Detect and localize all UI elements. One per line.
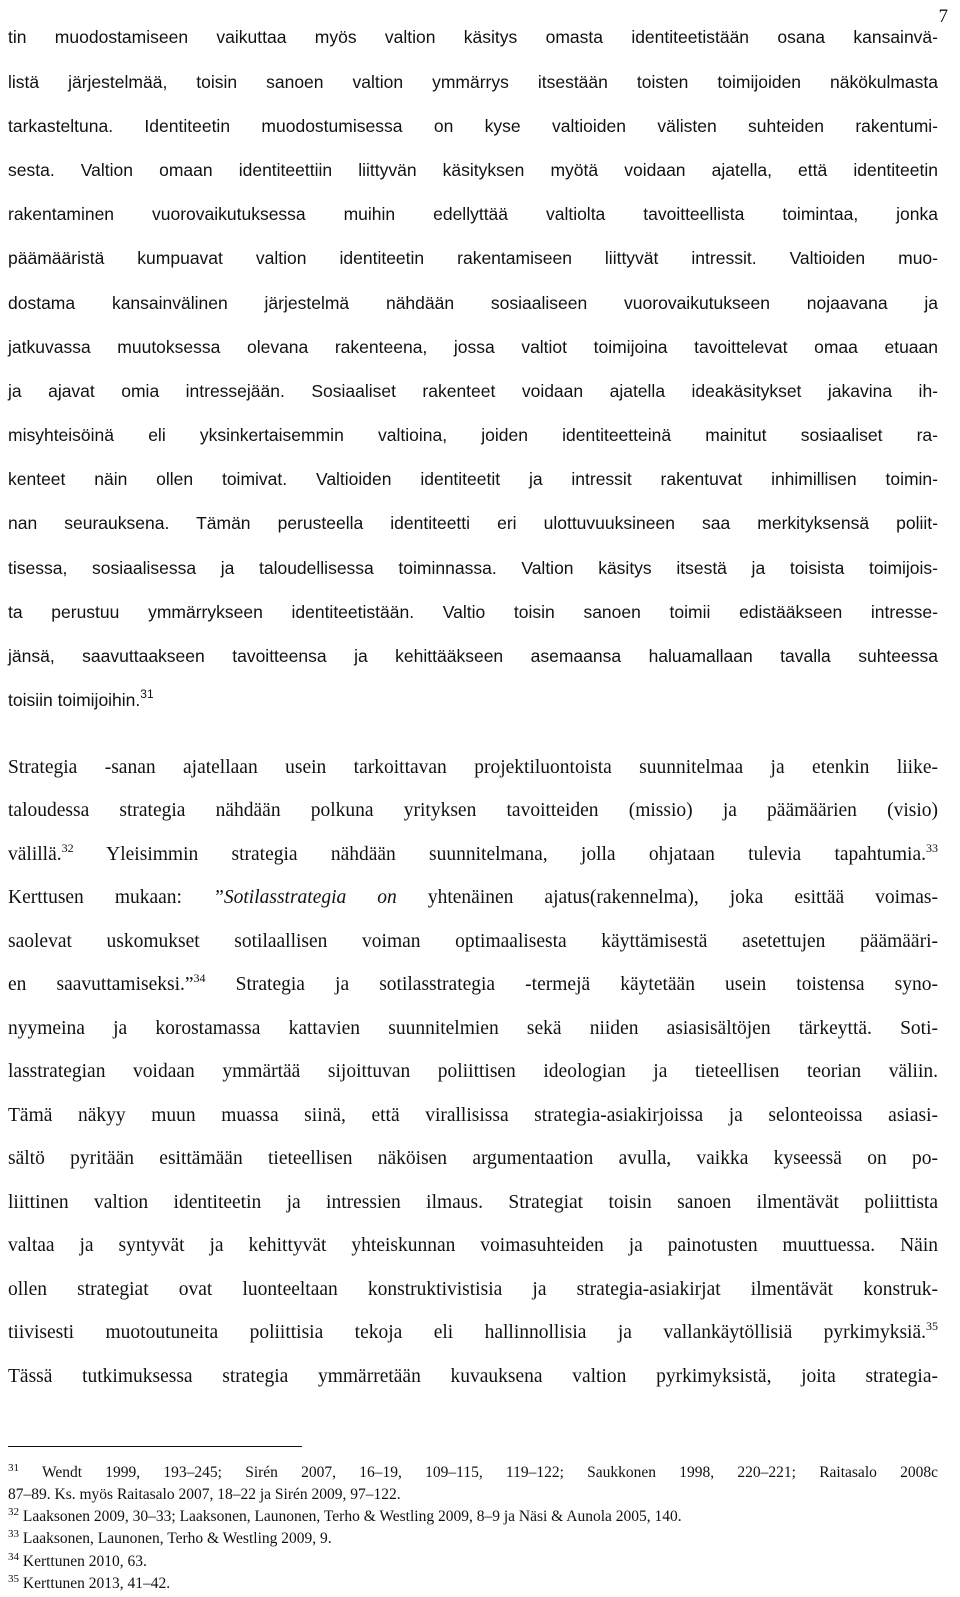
text-line: Tämä näkyy muun muassa siinä, että virallisissa strategia-asiakirjoissa ja selonteoissa asiasi- [8, 1105, 938, 1126]
text-line: jänsä, saavuttaakseen tavoitteensa ja kehittääkseen asemaansa haluamallaan tavalla suhteessa [8, 646, 938, 666]
text-line: dostama kansainvälinen järjestelmä nähdään sosiaaliseen vuorovaikutukseen nojaavana ja [8, 293, 938, 313]
footnote-number: 35 [8, 1573, 19, 1585]
text-line: päämääristä kumpuavat valtion identiteetin rakentamiseen liittyvät intressit. Valtioiden muo- [8, 248, 938, 268]
text-line: nyymeina ja korostamassa kattavien suunnitelmien sekä niiden asiasisältöjen tärkeyttä. Soti- [8, 1018, 938, 1039]
text-line: ollen strategiat ovat luonteeltaan konstruktivistisia ja strategia-asiakirjat ilmentävät konstruk- [8, 1279, 938, 1300]
text-line [8, 841, 938, 866]
footnote [8, 1575, 938, 1593]
text-line: tisessa, sosiaalisessa ja taloudellisessa toiminnassa. Valtion käsitys itsestä ja toisista toimijois- [8, 558, 938, 578]
text-line: tin muodostamiseen vaikuttaa myös valtion käsitys omasta identiteetistään osana kansainvä- [8, 27, 938, 47]
footnote-ref: 34 [193, 971, 206, 985]
footnote-ref: 35 [926, 1319, 938, 1333]
line-text: välillä. [8, 844, 62, 865]
text-line: rakentaminen vuorovaikutuksessa muihin edellyttää valtiolta tavoitteellista toimintaa, jonka [8, 204, 938, 224]
footnote [8, 1464, 938, 1482]
line-text: Strategia ja sotilasstrategia -termejä käytetään usein toistensa syno- [205, 974, 938, 995]
text-line: kenteet näin ollen toimivat. Valtioiden identiteetit ja intressit rakentuvat inhimillisen toimin- [8, 469, 938, 489]
text-line [8, 1319, 938, 1344]
text-line: lasstrategian voidaan ymmärtää sijoittuvan poliittisen ideologian ja tieteellisen teorian väliin. [8, 1061, 938, 1082]
text-line: saolevat uskomukset sotilaallisen voiman optimaalisesta käyttämisestä asetettujen päämääri- [8, 931, 938, 952]
footnote-text: Wendt 1999, 193–245; Sirén 2007, 16–19, 109–115, 119–122; Saukkonen 1998, 220–221; Raitasalo 2008c [41, 1464, 938, 1481]
footnote [8, 1530, 938, 1548]
footnote-number: 33 [8, 1528, 19, 1540]
quote-text: ”Sotilasstrategia on [213, 887, 397, 908]
footnote-number: 32 [8, 1506, 19, 1518]
footnote-text: Kerttunen 2010, 63. [22, 1553, 147, 1570]
text-line: sältö pyritään esittämään tieteellisen näköisen argumentaation avulla, vaikka kyseessä on po- [8, 1148, 938, 1169]
text-line: ta perustuu ymmärrykseen identiteetistään. Valtio toisin sanoen toimii edistääkseen intresse- [8, 602, 938, 622]
footnote-number: 34 [8, 1551, 19, 1563]
text-line: listä järjestelmää, toisin sanoen valtion ymmärrys itsestään toisten toimijoiden näkökulmasta [8, 72, 938, 92]
footnote-ref: 33 [926, 841, 938, 855]
text-line [8, 887, 938, 909]
footnote [8, 1508, 938, 1526]
line-text: tiivisesti muotoutuneita poliittisia tekoja eli hallinnollisia ja vallankäytöllisiä pyrkimyksiä. [8, 1322, 926, 1343]
line-text: Kerttusen mukaan: [8, 887, 214, 908]
line-text: toisiin toimijoihin. [8, 690, 141, 710]
text-line [8, 971, 938, 996]
page-number: 7 [938, 6, 948, 27]
text-line: liittinen valtion identiteetin ja intressien ilmaus. Strategiat toisin sanoen ilmentävät poliittista [8, 1192, 938, 1213]
line-text: Yleisimmin strategia nähdään suunnitelmana, jolla ohjataan tulevia tapahtumia. [73, 844, 926, 865]
line-text: yhtenäinen ajatus(rakennelma), joka esittää voimas- [396, 887, 938, 908]
text-line: nan seurauksena. Tämän perusteella identiteetti eri ulottuvuuksineen saa merkityksensä poliit- [8, 513, 938, 533]
text-line: misyhteisöinä eli yksinkertaisemmin valtioina, joiden identiteetteinä mainitut sosiaaliset ra- [8, 425, 938, 445]
text-line: valtaa ja syntyvät ja kehittyvät yhteiskunnan voimasuhteiden ja painotusten muuttuessa. Näin [8, 1235, 938, 1256]
footnote-ref: 31 [140, 687, 154, 701]
text-line: jatkuvassa muutoksessa olevana rakenteena, jossa valtiot toimijoina tavoittelevat omaa etuaan [8, 337, 938, 357]
text-line [8, 689, 938, 711]
footnote-text: Kerttunen 2013, 41–42. [22, 1575, 171, 1592]
footnote-text: Laaksonen 2009, 30–33; Laaksonen, Launonen, Terho & Westling 2009, 8–9 ja Näsi & Aunola 2005, 140. [22, 1508, 682, 1525]
footnote-continuation: 87–89. Ks. myös Raitasalo 2007, 18–22 ja Sirén 2009, 97–122. [8, 1486, 401, 1503]
text-line: sesta. Valtion omaan identiteettiin liittyvän käsityksen myötä voidaan ajatella, että identiteetin [8, 160, 938, 180]
line-text: en saavuttamiseksi.” [8, 974, 194, 995]
text-line: Strategia -sanan ajatellaan usein tarkoittavan projektiluontoista suunnitelmaa ja etenkin liike- [8, 757, 938, 778]
footnote-text: Laaksonen, Launonen, Terho & Westling 2009, 9. [22, 1530, 332, 1547]
text-line: tarkasteltuna. Identiteetin muodostumisessa on kyse valtioiden välisten suhteiden rakentumi- [8, 116, 938, 136]
footnote-ref: 32 [61, 841, 74, 855]
text-line: taloudessa strategia nähdään polkuna yrityksen tavoitteiden (missio) ja päämäärien (visio) [8, 800, 938, 821]
footnote-number: 31 [8, 1462, 19, 1474]
text-line: ja ajavat omia intressejään. Sosiaaliset rakenteet voidaan ajatella ideakäsitykset jakavina ih- [8, 381, 938, 401]
text-line: Tässä tutkimuksessa strategia ymmärretään kuvauksena valtion pyrkimyksistä, joita strategia- [8, 1366, 938, 1387]
footnote-divider [8, 1446, 302, 1447]
footnote [8, 1553, 938, 1571]
